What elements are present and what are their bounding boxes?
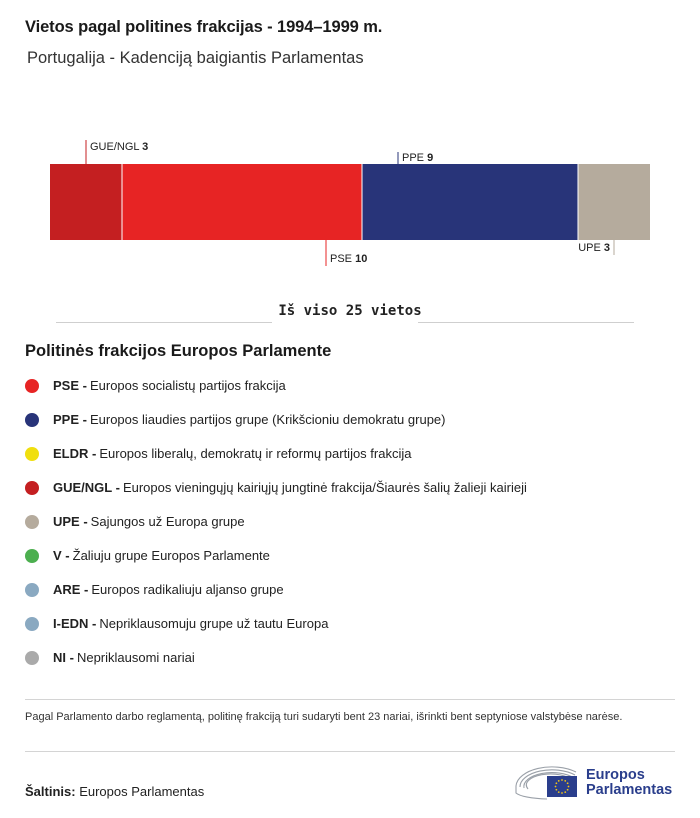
legend-item bbox=[25, 439, 527, 473]
eu-star bbox=[555, 786, 557, 788]
legend-dot-icon bbox=[25, 651, 39, 665]
eu-star bbox=[564, 780, 566, 782]
logo-line2: Parlamentas bbox=[586, 782, 673, 798]
bar-segment-pse bbox=[122, 164, 362, 240]
eu-star bbox=[558, 791, 560, 793]
eu-star bbox=[558, 780, 560, 782]
data-label-upe: UPE 3 bbox=[578, 242, 610, 254]
chart-subtitle: Portugalija - Kadenciją baigiantis Parlamentas bbox=[27, 49, 364, 67]
legend-abbr: ELDR - bbox=[53, 445, 97, 461]
eu-star bbox=[555, 782, 557, 784]
legend-item bbox=[25, 371, 527, 405]
legend-abbr: PPE - bbox=[53, 411, 87, 427]
total-seats-text: Iš viso 25 vietos bbox=[278, 303, 422, 319]
total-seats bbox=[0, 301, 700, 345]
legend-dot-icon bbox=[25, 549, 39, 563]
eu-star bbox=[555, 789, 557, 791]
legend-abbr: ARE - bbox=[53, 581, 89, 597]
legend-dot-icon bbox=[25, 617, 39, 631]
source-value: Europos Parlamentas bbox=[79, 784, 205, 799]
eu-star bbox=[561, 779, 563, 781]
legend-desc: Europos vieningųjų kairiųjų jungtinė frakcija/Šiaurės šalių žalieji kairieji bbox=[122, 479, 527, 495]
total-divider-left bbox=[56, 322, 272, 323]
logo-line1: Europos bbox=[586, 767, 645, 783]
eu-star bbox=[568, 786, 570, 788]
legend-dot-icon bbox=[25, 379, 39, 393]
bar-segment-gue-ngl bbox=[50, 164, 122, 240]
eu-star bbox=[564, 791, 566, 793]
data-label-ppe: PPE 9 bbox=[402, 152, 434, 164]
legend-item bbox=[25, 473, 527, 507]
footnote: Pagal Parlamento darbo reglamentą, politinę frakciją turi sudaryti bent 23 nariai, išrinkti bent septyniose valstybėse narėse. bbox=[25, 711, 623, 723]
data-label-pse: PSE 10 bbox=[330, 253, 368, 265]
logo-text bbox=[586, 768, 672, 798]
data-label-gue-ngl: GUE/NGL 3 bbox=[90, 141, 149, 153]
legend-desc: Sajungos už Europa grupe bbox=[90, 513, 245, 529]
legend-desc: Europos liberalų, demokratų ir reformų partijos frakcija bbox=[99, 445, 412, 461]
source-label: Šaltinis: bbox=[25, 784, 76, 799]
legend-item bbox=[25, 609, 527, 643]
legend-dot-icon bbox=[25, 583, 39, 597]
legend-item bbox=[25, 507, 527, 541]
legend-desc: Europos radikaliuju aljanso grupe bbox=[91, 581, 284, 597]
legend-list bbox=[25, 371, 527, 677]
legend-desc: Žaliuju grupe Europos Parlamente bbox=[72, 547, 270, 563]
legend-item bbox=[25, 575, 527, 609]
legend-desc: Europos socialistų partijos frakcija bbox=[89, 377, 286, 393]
legend-desc: Nepriklausomi nariai bbox=[76, 649, 195, 665]
legend-dot-icon bbox=[25, 447, 39, 461]
legend-title: Politinės frakcijos Europos Parlamente bbox=[25, 342, 332, 360]
eu-star bbox=[561, 792, 563, 794]
source bbox=[25, 784, 204, 799]
eu-star bbox=[567, 789, 569, 791]
seats-bar-chart bbox=[0, 120, 700, 280]
legend-abbr: NI - bbox=[53, 649, 74, 665]
legend-desc: Nepriklausomuju grupe už tautu Europa bbox=[99, 615, 329, 631]
legend-item bbox=[25, 541, 527, 575]
bar-segment-ppe bbox=[362, 164, 578, 240]
legend-dot-icon bbox=[25, 481, 39, 495]
legend-desc: Europos liaudies partijos grupe (Krikšcioniu demokratu grupe) bbox=[89, 411, 446, 427]
divider-top bbox=[25, 699, 675, 700]
legend-abbr: V - bbox=[53, 547, 70, 563]
legend-dot-icon bbox=[25, 413, 39, 427]
legend-abbr: I-EDN - bbox=[53, 615, 97, 631]
legend-item bbox=[25, 643, 527, 677]
eu-star bbox=[567, 782, 569, 784]
legend-abbr: PSE - bbox=[53, 377, 87, 393]
legend-abbr: UPE - bbox=[53, 513, 88, 529]
legend-abbr: GUE/NGL - bbox=[53, 479, 120, 495]
bar-segment-upe bbox=[578, 164, 650, 240]
total-divider-right bbox=[418, 322, 634, 323]
chart-title: Vietos pagal politines frakcijas - 1994–1999 m. bbox=[25, 18, 383, 36]
legend-dot-icon bbox=[25, 515, 39, 529]
divider-bottom bbox=[25, 751, 675, 752]
legend-item bbox=[25, 405, 527, 439]
